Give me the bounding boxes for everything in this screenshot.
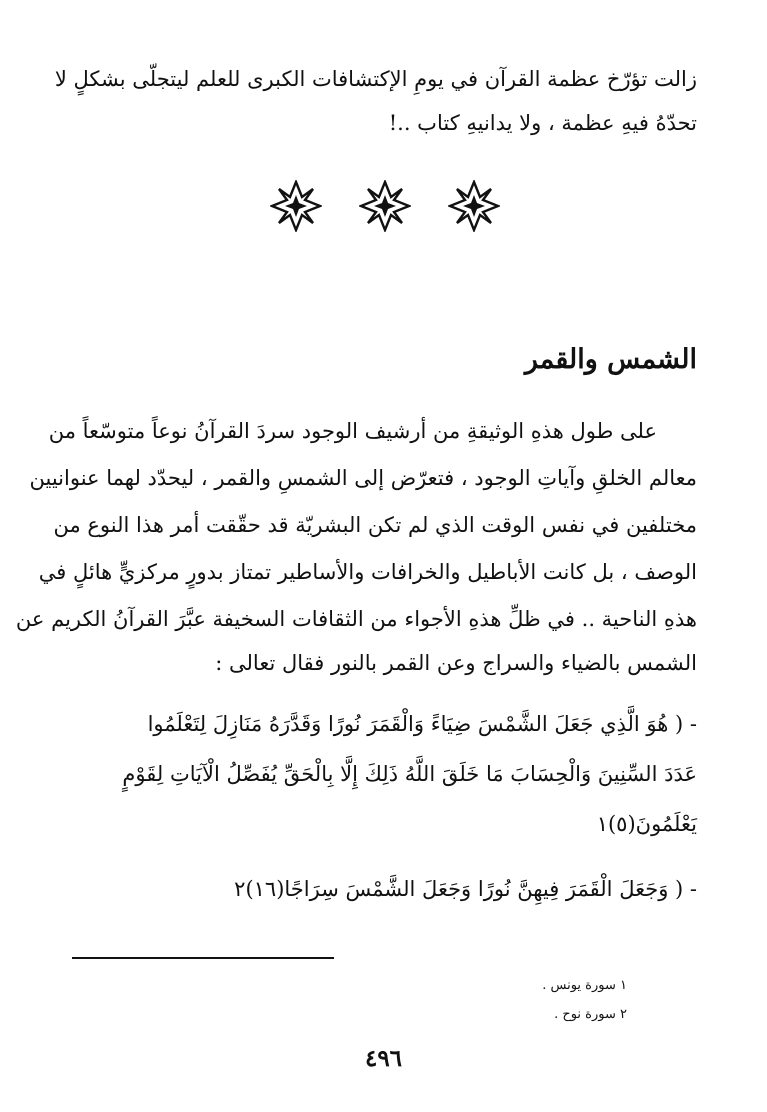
verse-line: يَعْلَمُونَ(٥)١ (596, 812, 697, 836)
paragraph-line: الوصف ، بل كانت الأباطيل والخرافات والأساطير تمتاز بدورٍ مركزيٍّ هائلٍ في (38, 560, 697, 584)
paragraph-line: مختلفين في نفس الوقت الذي لم تكن البشريّة قد حقّقت أمر هذا النوع من (53, 513, 697, 537)
paragraph-line: زالت تؤرّخ عظمة القرآن في يومِ الإكتشافات الكبرى للعلم ليتجلّى بشكلٍ لا (54, 67, 697, 91)
page-number: ٤٩٦ (364, 1045, 403, 1072)
paragraph-line: على طول هذهِ الوثيقةِ من أرشيف الوجود سردَ القرآنُ نوعاً متوسّعاً من (48, 419, 657, 443)
footnote: ١ سورة يونس . (542, 978, 627, 993)
paragraph-line: الشمس بالضياء والسراج وعن القمر بالنور فقال تعالى : (215, 651, 697, 675)
footnote: ٢ سورة نوح . (554, 1007, 627, 1022)
eight-point-star-icon (270, 180, 322, 232)
verse-line: - ( وَجَعَلَ الْقَمَرَ فِيهِنَّ نُورًا وَجَعَلَ الشَّمْسَ سِرَاجًا(١٦)٢ (234, 877, 697, 901)
section-title: الشمس والقمر (524, 344, 697, 375)
verse-line: عَدَدَ السِّنِينَ وَالْحِسَابَ مَا خَلَقَ اللَّهُ ذَلِكَ إِلَّا بِالْحَقِّ يُفَصِّلُ الْآيَاتِ لِقَوْمٍ (122, 762, 697, 786)
footnote-divider (72, 957, 334, 959)
verse-line: - ( هُوَ الَّذِي جَعَلَ الشَّمْسَ ضِيَاءً وَالْقَمَرَ نُورًا وَقَدَّرَهُ مَنَازِلَ لِتَعْلَمُوا (147, 712, 697, 736)
paragraph-line: هذهِ الناحية .. في ظلِّ هذهِ الأجواء من الثقافات السخيفة عبَّرَ القرآنُ الكريم عن (15, 607, 697, 631)
star-ornament-row (270, 180, 500, 236)
paragraph-line: تحدّهُ فيهِ عظمة ، ولا يدانيهِ كتاب ..! (388, 111, 697, 135)
paragraph-line: معالم الخلقِ وآياتِ الوجود ، فتعرّض إلى الشمسِ والقمر ، ليحدّد لهما عنوانيين (29, 466, 697, 490)
eight-point-star-icon (359, 180, 411, 232)
eight-point-star-icon (448, 180, 500, 232)
